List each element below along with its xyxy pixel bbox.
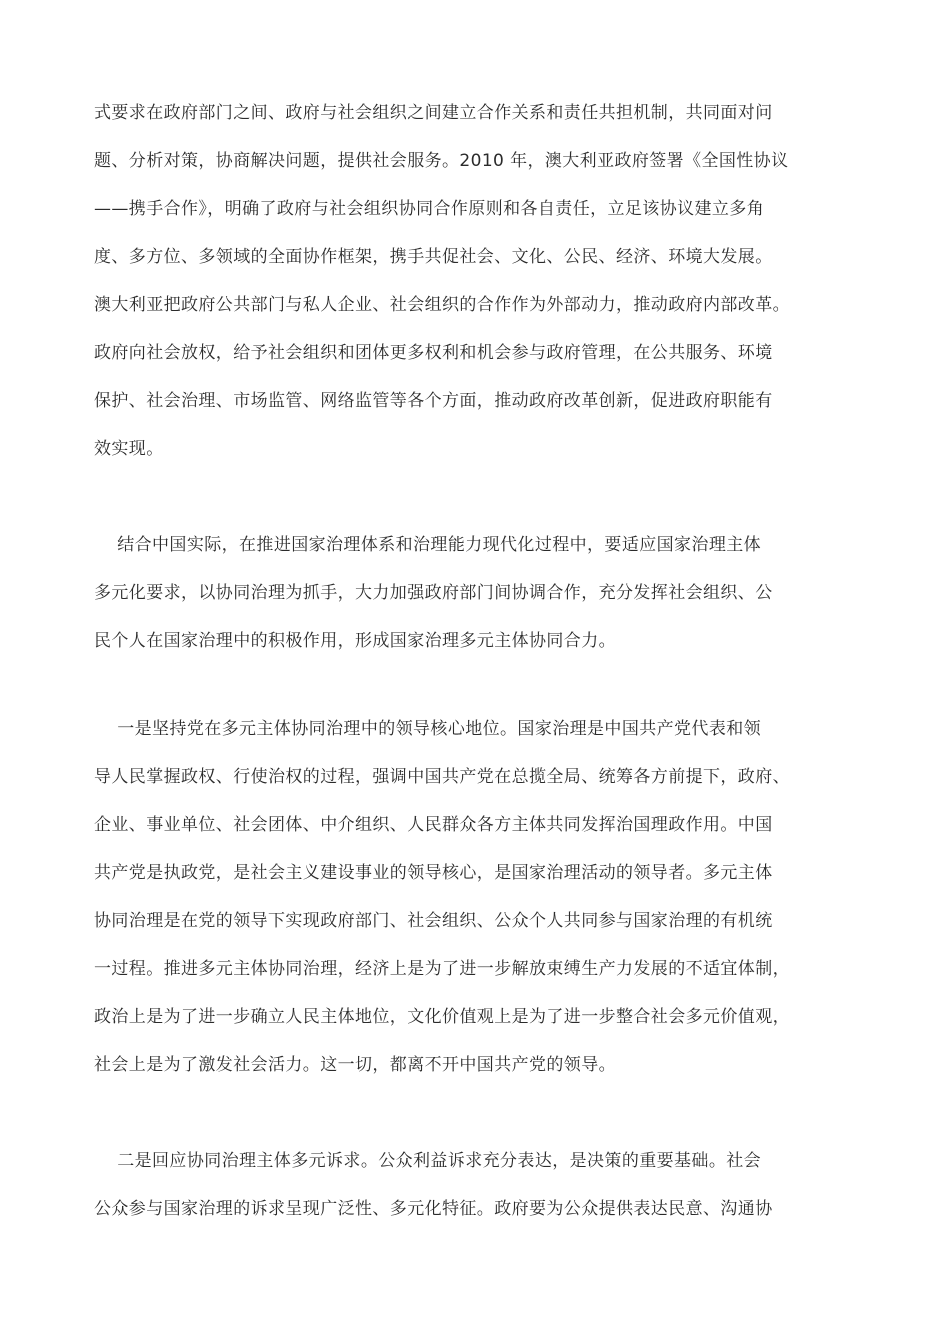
text-line: 民个人在国家治理中的积极作用，形成国家治理多元主体协同合力。 <box>94 631 616 651</box>
text-line: 公众参与国家治理的诉求呈现广泛性、多元化特征。政府要为公众提供表达民意、沟通协 <box>94 1199 773 1219</box>
text-line: 协同治理是在党的领导下实现政府部门、社会组织、公众个人共同参与国家治理的有机统 <box>94 911 773 931</box>
text-line: 政治上是为了进一步确立人民主体地位，文化价值观上是为了进一步整合社会多元价值观， <box>94 1007 790 1027</box>
text-line: 企业、事业单位、社会团体、中介组织、人民群众各方主体共同发挥治国理政作用。中国 <box>94 815 773 835</box>
text-line: 题、分析对策，协商解决问题，提供社会服务。2010 年，澳大利亚政府签署《全国性协议 <box>94 151 789 171</box>
text-line: 澳大利亚把政府公共部门与私人企业、社会组织的合作作为外部动力，推动政府内部改革。 <box>94 295 790 315</box>
text-line: 一过程。推进多元主体协同治理，经济上是为了进一步解放束缚生产力发展的不适宜体制， <box>94 959 790 979</box>
paragraph-party-leadership <box>94 705 864 1089</box>
text-line: ——携手合作》，明确了政府与社会组织协同合作原则和各自责任，立足该协议建立多角 <box>94 199 765 219</box>
paragraph-china-context <box>94 521 864 665</box>
paragraph-public-demands <box>94 1137 864 1233</box>
text-line: 多元化要求，以协同治理为抓手，大力加强政府部门间协调合作，充分发挥社会组织、公 <box>94 583 773 603</box>
text-line: 共产党是执政党，是社会主义建设事业的领导核心，是国家治理活动的领导者。多元主体 <box>94 863 773 883</box>
text-line: 社会上是为了激发社会活力。这一切，都离不开中国共产党的领导。 <box>94 1055 616 1075</box>
text-line: 保护、社会治理、市场监管、网络监管等各个方面，推动政府改革创新，促进政府职能有 <box>94 391 773 411</box>
text-line: 效实现。 <box>94 439 164 459</box>
text-line: 一是坚持党在多元主体协同治理中的领导核心地位。国家治理是中国共产党代表和领 <box>94 719 762 739</box>
text-line: 导人民掌握政权、行使治权的过程，强调中国共产党在总揽全局、统筹各方前提下，政府、 <box>94 767 790 787</box>
text-line: 度、多方位、多领域的全面协作框架，携手共促社会、文化、公民、经济、环境大发展。 <box>94 247 773 267</box>
paragraph-australia-cooperation <box>94 89 864 473</box>
text-line: 二是回应协同治理主体多元诉求。公众利益诉求充分表达，是决策的重要基础。社会 <box>94 1151 762 1171</box>
text-line: 政府向社会放权，给予社会组织和团体更多权利和机会参与政府管理，在公共服务、环境 <box>94 343 773 363</box>
text-line: 结合中国实际，在推进国家治理体系和治理能力现代化过程中，要适应国家治理主体 <box>94 535 762 555</box>
text-line: 式要求在政府部门之间、政府与社会组织之间建立合作关系和责任共担机制，共同面对问 <box>94 103 773 123</box>
